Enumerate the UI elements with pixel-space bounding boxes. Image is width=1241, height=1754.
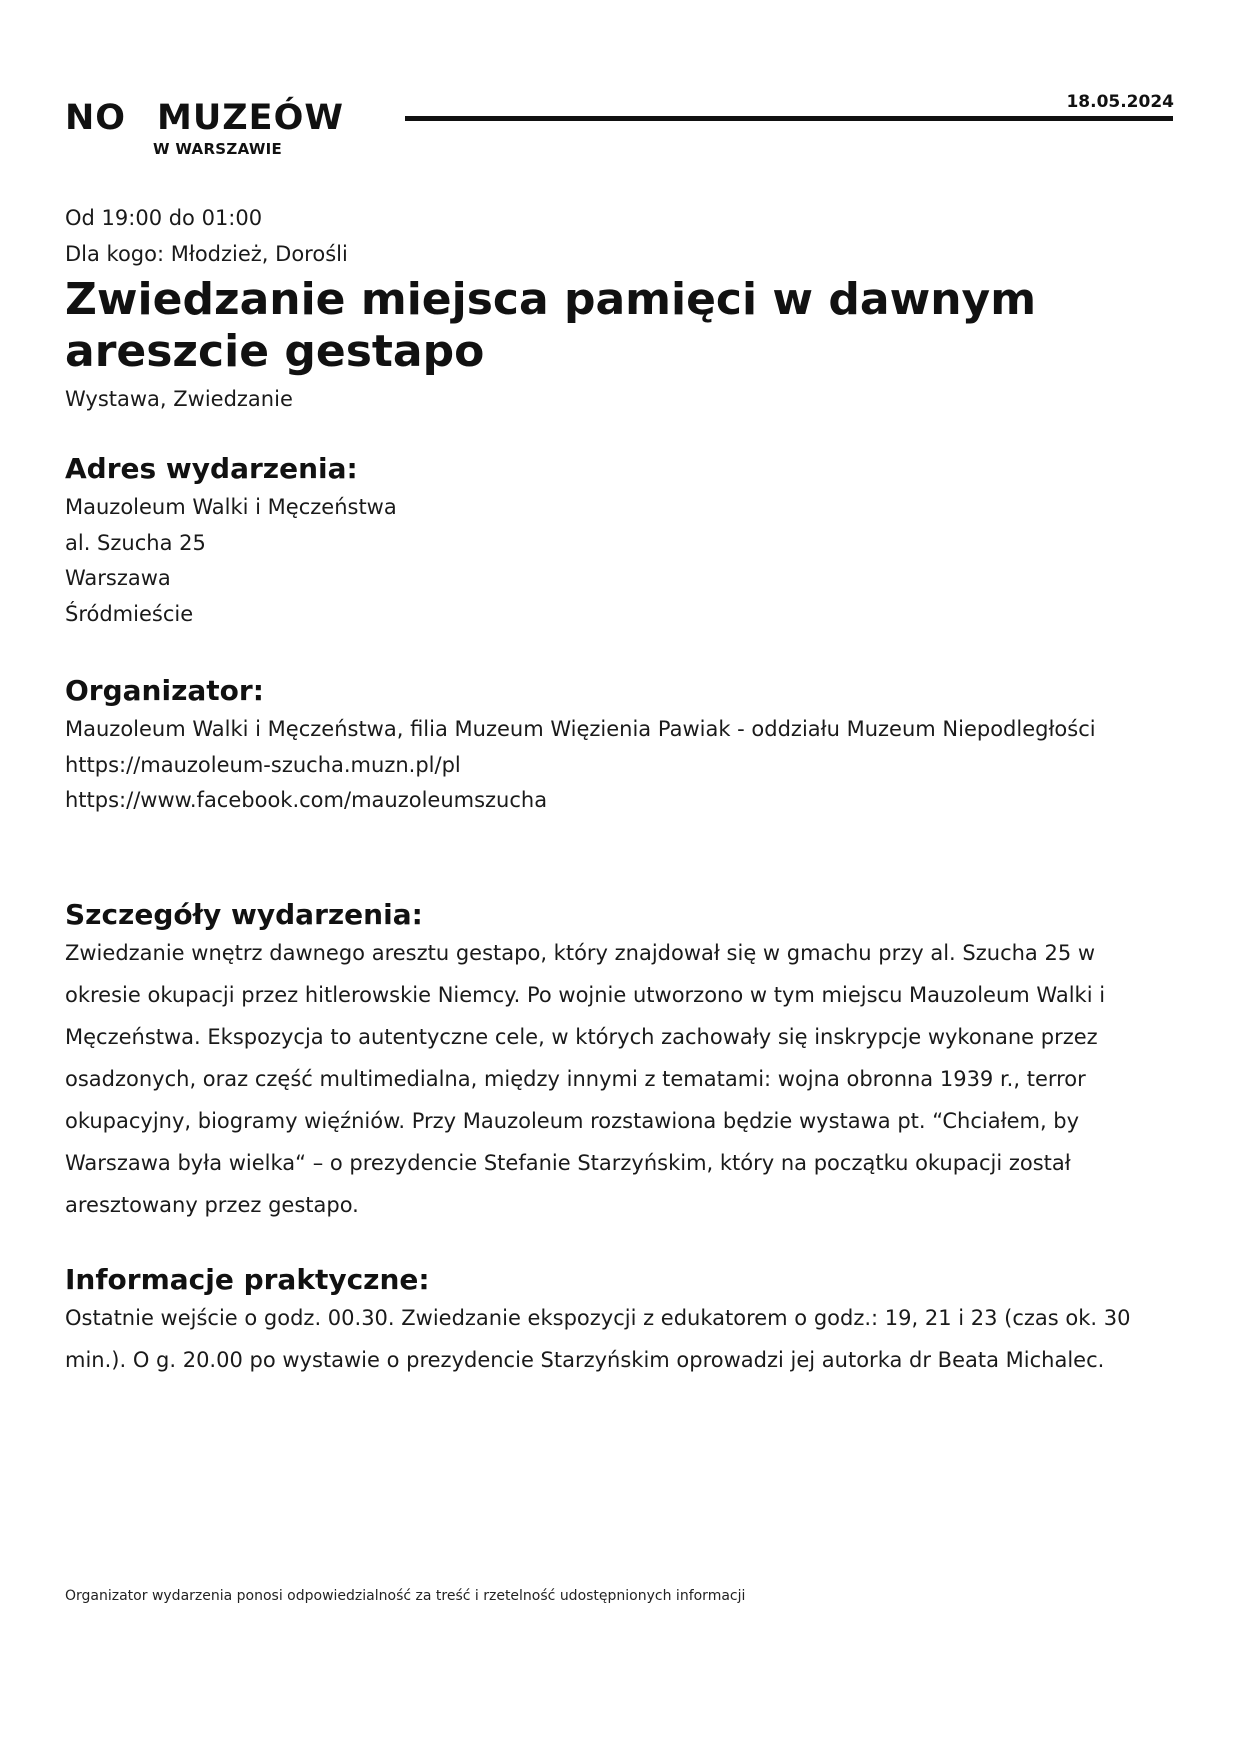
event-content bbox=[65, 200, 1175, 1381]
logo-text-right: MUZEÓW bbox=[157, 98, 344, 138]
logo-wordmark bbox=[65, 98, 344, 138]
address-heading: Adres wydarzenia: bbox=[65, 452, 358, 485]
event-time: Od 19:00 do 01:00 bbox=[65, 206, 263, 230]
event-title: Zwiedzanie miejsca pamięci w dawnym areszcie gestapo bbox=[65, 274, 1037, 377]
noc-muzeow-logo bbox=[65, 98, 385, 160]
details-text: Zwiedzanie wnętrz dawnego aresztu gestapo, który znajdował się w gmachu przy al. Szucha 25 w okresie okupacji przez hitlerowskie Niemcy. Po wojnie utworzono w tym miejscu Mauzoleum Walki i Męczeństwa. Ekspozycja to autentyczne cele, w których zachowały się inskrypcje wykonane przez osadzonych, oraz część multimedialna, między innymi z tematami: wojna obronna 1939 r., terror okupacyjny, biogramy więźniów. Przy Mauzoleum rozstawiona będzie wystawa pt. “Chciałem, by Warszawa była wielka“ – o prezydencie Stefanie Starzyńskim, który na początku okupacji został aresztowany przez gestapo. bbox=[65, 940, 1106, 1217]
address-line: al. Szucha 25 bbox=[65, 530, 206, 555]
organizer-name: Mauzoleum Walki i Męczeństwa, filia Muzeum Więzienia Pawiak - oddziału Muzeum Niepodległości bbox=[65, 717, 1096, 741]
event-category: Wystawa, Zwiedzanie bbox=[65, 387, 293, 411]
practical-text: Ostatnie wejście o godz. 00.30. Zwiedzanie ekspozycji z edukatorem o godz.: 19, 21 i 23 (czas ok. 30 min.). O g. 20.00 po wystawie o prezydencie Starzyńskim oprowadzi jej autorka dr Beata Michalec. bbox=[65, 1305, 1131, 1372]
details-heading: Szczegóły wydarzenia: bbox=[65, 897, 423, 931]
crescent-moon-icon bbox=[127, 101, 154, 133]
header-divider bbox=[405, 116, 1173, 121]
organizer-heading: Organizator: bbox=[65, 674, 264, 707]
logo-text-left: NO bbox=[65, 98, 127, 138]
logo-subtitle: W WARSZAWIE bbox=[153, 140, 283, 158]
address-line: Warszawa bbox=[65, 566, 171, 590]
address-line: Mauzoleum Walki i Męczeństwa bbox=[65, 495, 397, 519]
event-audience: Dla kogo: Młodzież, Dorośli bbox=[65, 242, 348, 266]
address-line: Śródmieście bbox=[65, 601, 194, 626]
header-date: 18.05.2024 bbox=[1066, 92, 1174, 112]
organizer-facebook-link[interactable]: https://www.facebook.com/mauzoleumszucha bbox=[65, 788, 548, 812]
organizer-website-link[interactable]: https://mauzoleum-szucha.muzn.pl/pl bbox=[65, 752, 461, 777]
footer-disclaimer: Organizator wydarzenia ponosi odpowiedzialność za treść i rzetelność udostępnionych informacji bbox=[65, 1588, 746, 1604]
practical-heading: Informacje praktyczne: bbox=[65, 1262, 430, 1296]
